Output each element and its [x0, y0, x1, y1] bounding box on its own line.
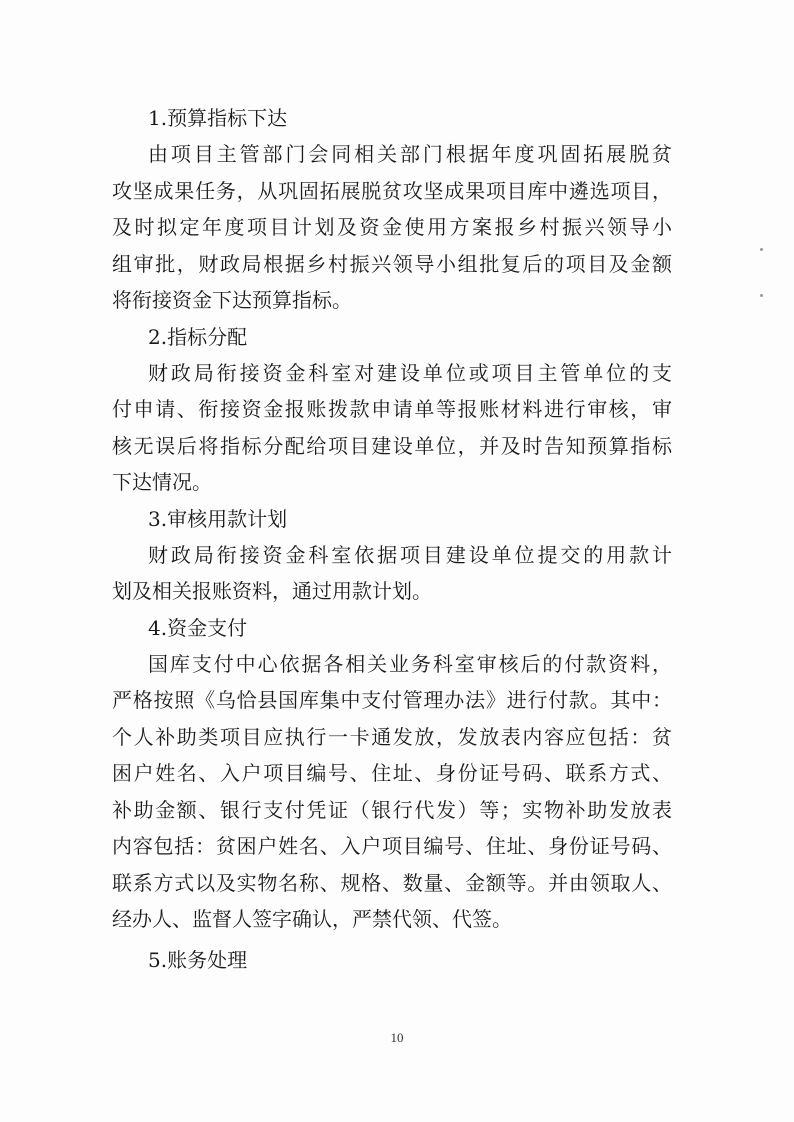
paragraph-line: 国库支付中心依据各相关业务科室审核后的付款资料， — [148, 651, 672, 676]
section-heading-3: 3.审核用款计划 — [148, 506, 288, 531]
section-heading-5: 5.账务处理 — [148, 947, 248, 972]
section-heading-1: 1.预算指标下达 — [148, 106, 288, 130]
paragraph-line: 个人补助类项目应执行一卡通发放，发放表内容应包括：贫 — [112, 724, 672, 749]
paragraph-line: 经办人、监督人签字确认，严禁代领、代签。 — [112, 907, 512, 931]
scan-speck — [760, 248, 763, 251]
paragraph-line: 及时拟定年度项目计划及资金使用方案报乡村振兴领导小 — [112, 215, 672, 239]
paragraph-line: 由项目主管部门会同相关部门根据年度巩固拓展脱贫 — [148, 142, 672, 166]
section-heading-4: 4.资金支付 — [148, 615, 248, 640]
paragraph-line: 内容包括：贫困户姓名、入户项目编号、住址、身份证号码、 — [112, 834, 672, 858]
paragraph-line: 补助金额、银行支付凭证（银行代发）等；实物补助发放表 — [112, 797, 672, 822]
section-heading-2: 2.指标分配 — [148, 324, 248, 349]
paragraph-line: 财政局衔接资金科室依据项目建设单位提交的用款计 — [148, 542, 672, 567]
paragraph-line: 将衔接资金下达预算指标。 — [112, 288, 352, 312]
paragraph-line: 组审批，财政局根据乡村振兴领导小组批复后的项目及金额 — [112, 251, 672, 276]
paragraph-line: 攻坚成果任务，从巩固拓展脱贫攻坚成果项目库中遴选项目， — [112, 178, 672, 203]
section-paragraph-3 — [112, 537, 672, 610]
paragraph-line: 划及相关报账资料，通过用款计划。 — [112, 579, 432, 603]
paragraph-line: 联系方式以及实物名称、规格、数量、金额等。并由领取人、 — [112, 870, 672, 895]
document-body — [112, 100, 672, 978]
paragraph-line: 困户姓名、入户项目编号、住址、身份证号码、联系方式、 — [112, 761, 672, 785]
scan-speck — [760, 294, 763, 297]
section-paragraph-1 — [112, 136, 672, 319]
paragraph-line: 严格按照《乌恰县国库集中支付管理办法》进行付款。其中： — [112, 688, 672, 712]
page-number: 10 — [390, 1030, 404, 1045]
paragraph-line: 核无误后将指标分配给项目建设单位，并及时告知预算指标 — [112, 433, 672, 458]
paragraph-line: 下达情况。 — [112, 470, 212, 494]
paragraph-line: 付申请、衔接资金报账拨款申请单等报账材料进行审核，审 — [112, 397, 672, 421]
section-paragraph-2 — [112, 355, 672, 501]
section-paragraph-4 — [112, 646, 672, 938]
paragraph-line: 财政局衔接资金科室对建设单位或项目主管单位的支 — [148, 360, 672, 385]
